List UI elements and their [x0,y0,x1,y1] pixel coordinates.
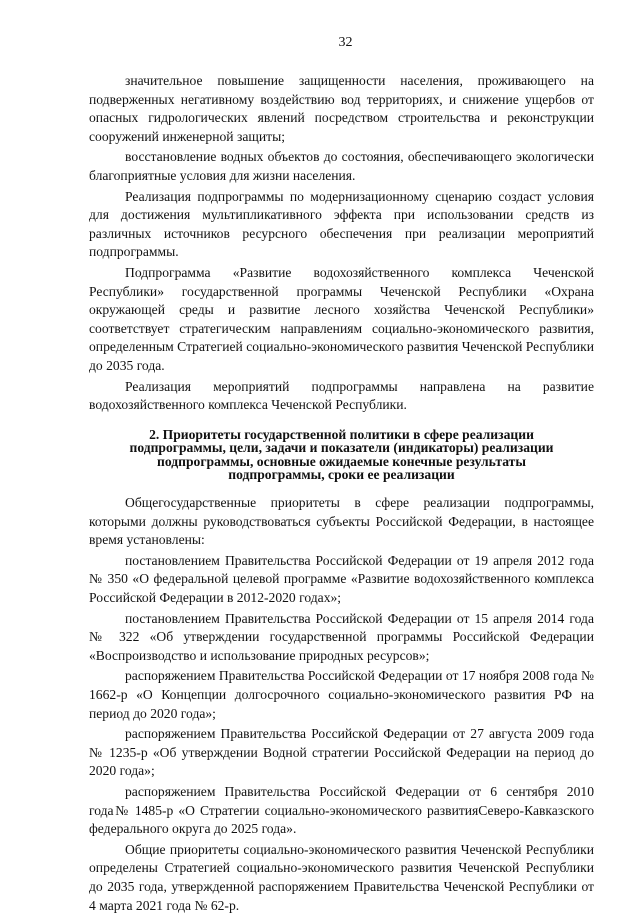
section-heading [95,428,588,482]
paragraph-resolution-322: постановлением Правительства Российской Федерации от 15 апреля 2014 года № 322 «Об утверждении государственной программы Российской Федерации «Воспроизводство и использование природных ресурсов»; [89,610,594,663]
paragraph-order-1662r: распоряжением Правительства Российской Федерации от 17 ноября 2008 года № 1662-р «О Концепции долгосрочного социально-экономического развития РФ на период до 2020 года»; [89,668,594,721]
page-number: 32 [338,35,353,50]
paragraph-subprogram-correspondence: Подпрограмма «Развитие водохозяйственного комплекса Чеченской Республики» государственной программы Чеченской Республики «Охрана окружающей среды и развитие лесного хозяйства Чеченской Республики» соответствует стратегическим направлениям социально-экономического развития, определенным Стратегией социально-экономического развития Чеченской Республики до 2035 года. [89,264,594,373]
paragraph-protection-improvement: значительное повышение защищенности населения, проживающего на подверженных негативному воздействию вод территориях, и снижение ущербов от опасных гидрологических явлений посредством строительства и реконструкции сооружений инженерной защиты; [89,73,594,144]
section-heading-line: подпрограммы, сроки ее реализации [228,467,455,483]
paragraph-general-priorities: Общие приоритеты социально-экономического развития Чеченской Республики определены Стратегией социально-экономического развития Чеченской Республики до 2035 года, утвержденной распоряжением Правительства Чеченской Республики от 4 марта 2021 года № 62-р. [89,841,594,913]
section-heading-line: подпрограммы, цели, задачи и показатели (индикаторы) реализации [129,440,554,456]
paragraph-resolution-350: постановлением Правительства Российской Федерации от 19 апреля 2012 года № 350 «О федеральной целевой программе «Развитие водохозяйственного комплекса Российской Федерации в 2012-2020 годах»; [89,552,594,606]
section-heading-line: подпрограммы, основные ожидаемые конечные результаты [157,453,526,469]
paragraph-national-priorities: Общегосударственные приоритеты в сфере реализации подпрограммы, которыми должны руководствоваться субъекты Российской Федерации, в настоящее время установлены: [89,495,594,548]
paragraph-order-1235r: распоряжением Правительства Российской Федерации от 27 августа 2009 года № 1235-р «Об утверждении Водной стратегии Российской Федерации на период до 2020 года»; [89,726,594,779]
paragraph-water-restoration: восстановление водных объектов до состояния, обеспечивающего экологически благоприятные условия для жизни населения. [89,149,594,183]
paragraph-modernization-scenario: Реализация подпрограммы по модернизационному сценарию создаст условия для достижения мультипликативного эффекта при использовании средств из различных источников ресурсного обеспечения при реализации мероприятий подпрограммы. [89,188,594,260]
section-heading-line: 2. Приоритеты государственной политики в сфере реализации [149,426,534,442]
paragraph-subprogram-direction: Реализация мероприятий подпрограммы направлена на развитие водохозяйственного комплекса Чеченской Республики. [89,378,594,413]
document-page [89,34,594,913]
paragraph-order-1485r: распоряжением Правительства Российской Федерации от 6 сентября 2010 года№ 1485-р «О Стратегии социально-экономического развитияСеверо-Кавказского федерального округа до 2025 года». [89,783,594,837]
